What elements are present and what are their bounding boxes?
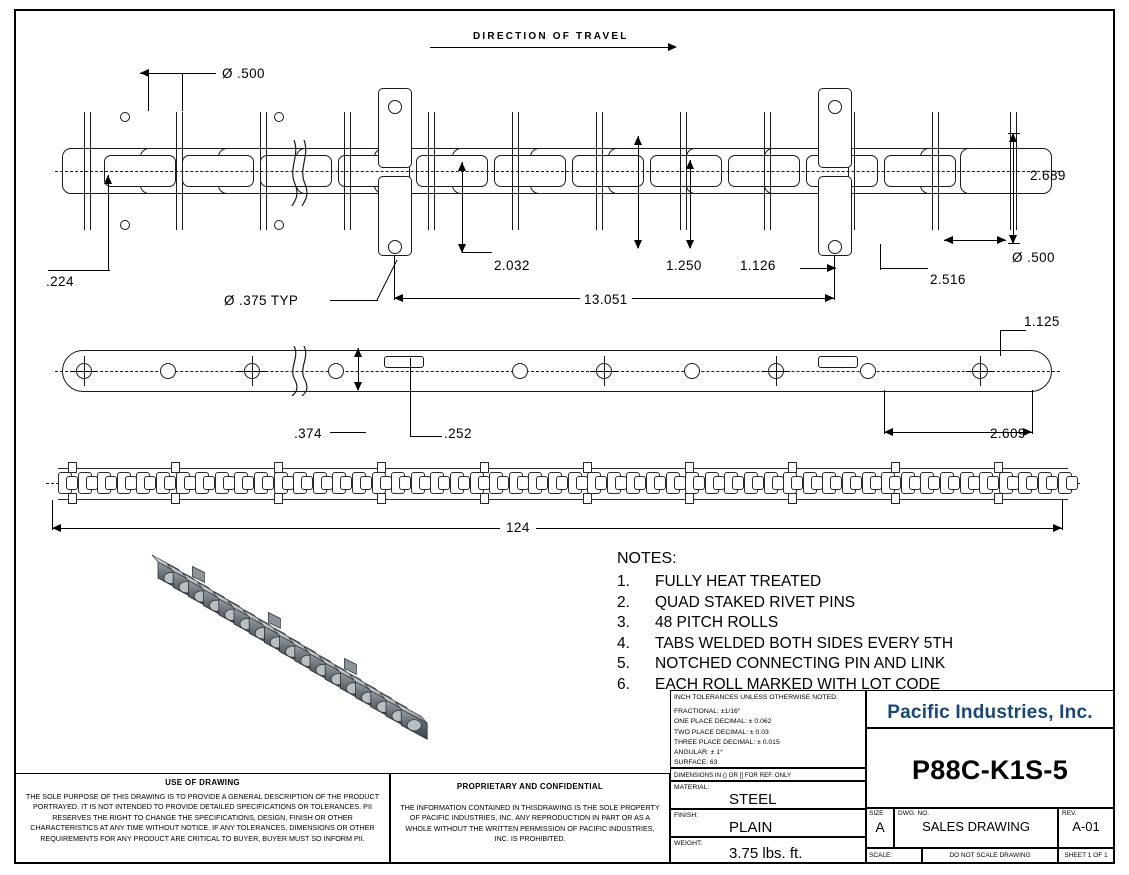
chain-tab — [788, 493, 797, 504]
chain-link — [223, 476, 235, 490]
chain-link — [242, 476, 254, 490]
dwg-no-label: DWG. NO. — [898, 810, 930, 817]
dim-overall-width: 1.125 — [1024, 314, 1060, 329]
chain-tab — [68, 493, 77, 504]
chain-link — [517, 476, 529, 490]
chain-link — [713, 476, 725, 490]
part-number-box — [866, 728, 1114, 808]
chain-tab — [274, 493, 283, 504]
chain-link — [830, 476, 842, 490]
finish-value: PLAIN — [729, 819, 773, 836]
chain-link — [732, 476, 744, 490]
chain-link — [1026, 476, 1038, 490]
chain-link — [850, 476, 862, 490]
chain-tab — [480, 462, 489, 473]
chain-tab — [377, 462, 386, 473]
dwg-no-box — [894, 808, 1058, 848]
ref-only-note: DIMENSIONS IN () OR [] FOR REF. ONLY — [674, 772, 792, 779]
chain-link — [968, 476, 980, 490]
dim-tab-height: 2.516 — [930, 272, 966, 287]
chain-link — [634, 476, 646, 490]
dim-line-roll-dia-left — [140, 73, 216, 74]
company-box — [866, 690, 1114, 728]
dim-pin-dia-typ: Ø .375 TYP — [224, 293, 299, 308]
rev-label: REV. — [1062, 810, 1077, 817]
chain-link — [556, 476, 568, 490]
chain-link — [497, 476, 509, 490]
sheet-box — [1058, 848, 1114, 863]
chain-link — [928, 476, 940, 490]
chain-link — [948, 476, 960, 490]
weight-label: WEIGHT: — [674, 840, 703, 847]
chain-link — [615, 476, 627, 490]
chain-link — [262, 476, 274, 490]
company-name: Pacific Industries, Inc. — [887, 702, 1093, 723]
note-number: 4. — [617, 634, 630, 652]
tolerance-line: ANGULAR: ± 1° — [674, 748, 723, 756]
dim-overall-length: 124 — [500, 520, 536, 535]
dim-plate-height: 2.689 — [1030, 168, 1066, 183]
chain-tab — [171, 462, 180, 473]
chain-link — [125, 476, 137, 490]
chain-link — [595, 476, 607, 490]
confidential-text: THE INFORMATION CONTAINED IN THISDRAWING IS THE SOLE PROPERTY OF PACIFIC INDUSTRIES, INC. ANY REPRODUCTION IN PART OR AS A WHOLE WITHOUT THE WRITTEN PERMISSION OF PACIFIC INDUSTRIES, INC. IS PROHIBITED. — [400, 803, 660, 844]
chain-link — [203, 476, 215, 490]
do-not-scale-box — [922, 848, 1058, 863]
chain-tab — [994, 493, 1003, 504]
chain-tab — [685, 493, 694, 504]
chain-tab — [274, 462, 283, 473]
chain-tab — [891, 493, 900, 504]
dim-tab-center-distance: 2.609 — [990, 426, 1026, 441]
chain-link — [1046, 476, 1058, 490]
chain-tab — [994, 462, 1003, 473]
chain-link — [164, 476, 176, 490]
tolerance-line: TWO PLACE DECIMAL: ± 0.03 — [674, 728, 769, 736]
scale-box — [866, 848, 922, 863]
note-number: 1. — [617, 573, 630, 590]
finish-row — [670, 809, 866, 837]
dim-slot-width: .252 — [444, 426, 472, 441]
chain-link — [889, 476, 901, 490]
part-number: P88C-K1S-5 — [911, 755, 1069, 785]
chain-link — [86, 476, 98, 490]
chain-link — [478, 476, 490, 490]
chain-tab — [68, 462, 77, 473]
chain-link — [654, 476, 666, 490]
chain-link — [909, 476, 921, 490]
note-row — [617, 594, 953, 612]
note-text: FULLY HEAT TREATED — [655, 573, 822, 590]
material-label: MATERIAL: — [674, 784, 710, 791]
note-number: 6. — [617, 675, 630, 693]
chain-link — [144, 476, 156, 490]
dim-roll-dia-right: Ø .500 — [1012, 250, 1055, 265]
rev-value: A-01 — [1072, 819, 1100, 834]
tolerance-heading: INCH TOLERANCES UNLESS OTHERWISE NOTED: — [674, 694, 838, 701]
note-number: 3. — [617, 614, 630, 631]
chain-link — [791, 476, 803, 490]
chain-link — [674, 476, 686, 490]
dim-tab-width: .374 — [294, 426, 322, 441]
chain-tab — [788, 462, 797, 473]
tolerance-line: SURFACE: 63 — [674, 759, 718, 767]
chain-link — [576, 476, 588, 490]
chain-link — [1066, 476, 1078, 490]
note-row — [617, 655, 953, 673]
chain-link — [380, 476, 392, 490]
chain-tab — [583, 462, 592, 473]
chain-link — [399, 476, 411, 490]
chain-link — [1007, 476, 1019, 490]
chain-link — [536, 476, 548, 490]
chain-link — [184, 476, 196, 490]
size-value: A — [875, 819, 885, 835]
chain-link — [438, 476, 450, 490]
dim-pin-offset: 1.126 — [740, 258, 776, 273]
chain-link — [282, 476, 294, 490]
chain-tab — [685, 462, 694, 473]
notes-heading: NOTES: — [617, 550, 677, 567]
weight-row — [670, 837, 866, 863]
dim-line-plate-height — [1013, 133, 1014, 243]
chain-link — [987, 476, 999, 490]
rev-box — [1058, 808, 1114, 848]
chain-tab — [377, 493, 386, 504]
sheet-value: SHEET 1 OF 1 — [1064, 852, 1108, 859]
note-row — [617, 573, 953, 591]
weight-value: 3.75 lbs. ft. — [729, 845, 803, 862]
note-number: 5. — [617, 655, 630, 672]
title-block — [15, 690, 1114, 863]
direction-arrow-head-icon — [668, 43, 677, 51]
note-row — [617, 635, 953, 653]
tolerance-box — [670, 690, 866, 768]
chain-link — [458, 476, 470, 490]
note-text: QUAD STAKED RIVET PINS — [655, 593, 856, 611]
confidential-caption: PROPRIETARY AND CONFIDENTIAL — [456, 782, 604, 791]
finish-label: FINISH: — [674, 812, 699, 819]
dim-plate-thickness: .224 — [46, 274, 74, 289]
note-text: TABS WELDED BOTH SIDES EVERY 5TH — [655, 634, 954, 652]
dim-pitch: 1.250 — [666, 258, 702, 273]
chain-tab — [891, 462, 900, 473]
notes-block — [617, 550, 953, 696]
direction-of-travel-label: DIRECTION OF TRAVEL — [473, 31, 629, 42]
direction-arrow-line — [430, 47, 670, 48]
chain-link — [811, 476, 823, 490]
note-text: 48 PITCH ROLLS — [655, 614, 779, 631]
chain-tab — [583, 493, 592, 504]
dwg-no-value: SALES DRAWING — [922, 819, 1030, 834]
chain-link — [693, 476, 705, 490]
chain-link — [66, 476, 78, 490]
note-text: EACH ROLL MARKED WITH LOT CODE — [655, 675, 941, 693]
use-of-drawing-caption: USE OF DRAWING — [165, 778, 240, 787]
chain-link — [321, 476, 333, 490]
chain-link — [301, 476, 313, 490]
chain-link — [419, 476, 431, 490]
use-of-drawing-text: THE SOLE PURPOSE OF THIS DRAWING IS TO PROVIDE A GENERAL DESCRIPTION OF THE PRODUCT PORTRAYED. IT IS NOT INTENDED TO PROVIDE DETAILED SPECIFICATIONS OR TOLERANCES. PII RESERVES THE RIGHT TO CHANGE THE SPECIFICATIONS, DESIGN, FINISH OR OTHER CHARACTERISTICS AT ANY TIME WITHOUT NOTICE. IF ANY TOLERANCES, DIMENSIONS OR OTHER REQUIREMENTS FOR ANY PRODUCT ARE CRITICAL TO BUYER, BUYER MUST SO INFORM PII. — [25, 792, 380, 843]
material-row — [670, 781, 866, 809]
note-text: NOTCHED CONNECTING PIN AND LINK — [655, 655, 946, 672]
dim-tab-spacing: 2.032 — [494, 258, 530, 273]
tab-slot — [818, 356, 858, 368]
dim-line-overall-length — [52, 528, 1062, 529]
note-number: 2. — [617, 593, 630, 611]
chain-link — [870, 476, 882, 490]
size-box — [866, 808, 894, 848]
chain-link — [772, 476, 784, 490]
size-label: SIZE — [869, 810, 884, 817]
chain-link — [105, 476, 117, 490]
ref-only-box — [670, 768, 866, 781]
tab-slot — [384, 356, 424, 368]
chain-link — [752, 476, 764, 490]
chain-tab — [480, 493, 489, 504]
tolerance-line: ONE PLACE DECIMAL: ± 0.062 — [674, 718, 772, 726]
use-of-drawing-box — [15, 773, 390, 863]
chain-link — [360, 476, 372, 490]
dim-tab-pitch: 13.051 — [580, 292, 632, 307]
dim-roll-dia-left: Ø .500 — [222, 66, 265, 81]
tolerance-line: THREE PLACE DECIMAL: ± 0.015 — [674, 738, 780, 746]
chain-tab — [171, 493, 180, 504]
note-row — [617, 614, 953, 632]
confidential-box — [390, 773, 670, 863]
chain-link — [340, 476, 352, 490]
dim-line-tab-spacing — [462, 162, 463, 252]
material-value: STEEL — [729, 791, 777, 808]
full-length-chain-view — [46, 462, 1080, 504]
scale-label: SCALE: — [869, 852, 893, 859]
tolerance-line: FRACTIONAL: ±1/16" — [674, 708, 741, 716]
scale-value: DO NOT SCALE DRAWING — [949, 852, 1031, 859]
